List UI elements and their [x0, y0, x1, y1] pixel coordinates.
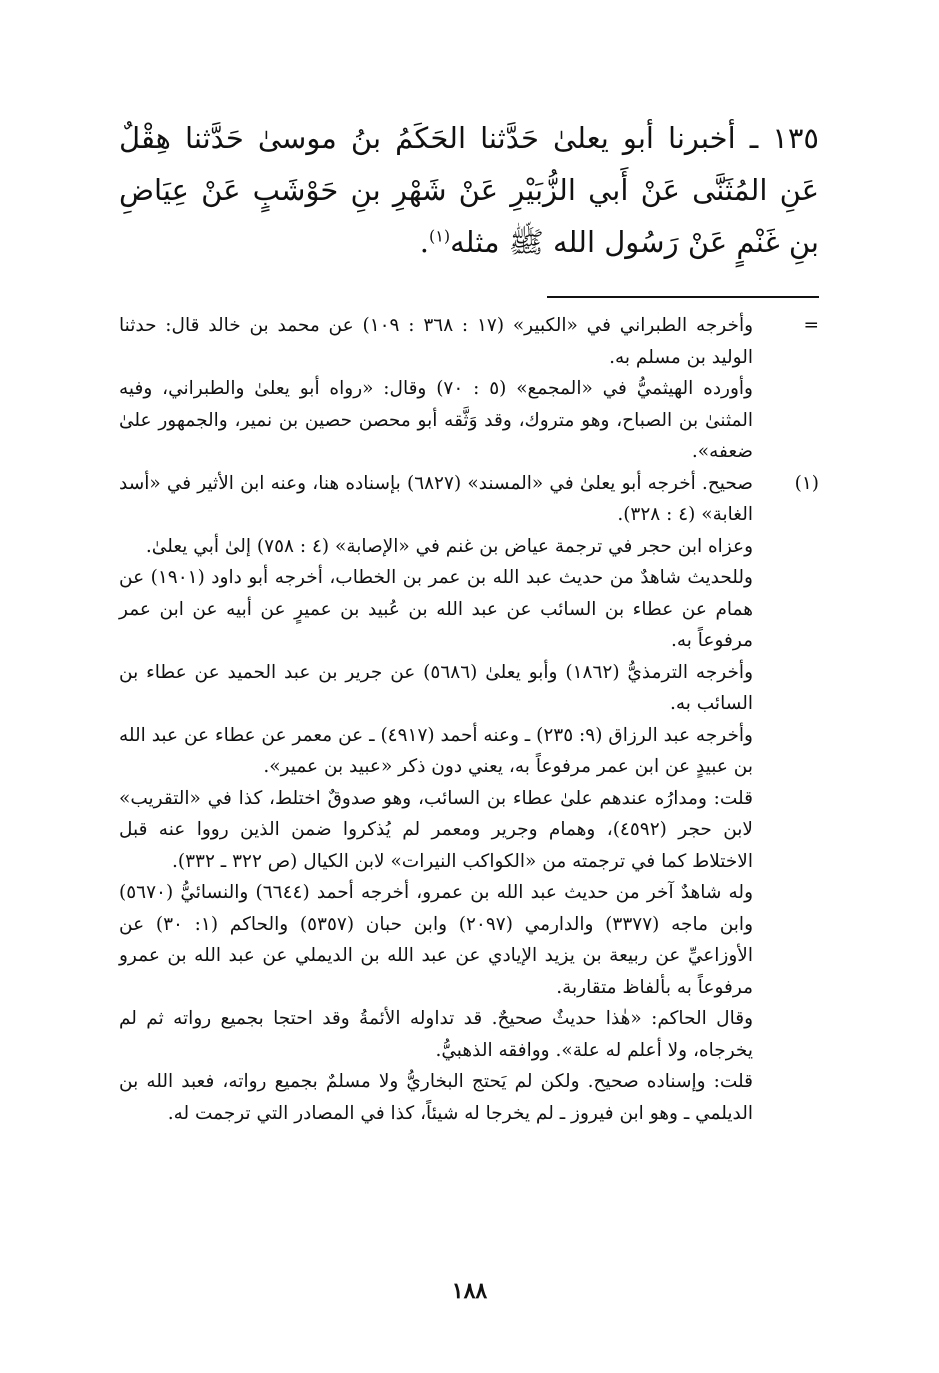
footnote-paragraph: وأخرجه عبد الرزاق (٩: ٢٣٥) ـ وعنه أحمد (٤٩١٧) ـ عن معمر عن عطاء عن عبد الله بن عبيدٍ عن ابن عمر مرفوعاً به، يعني دون ذكر «عبيد بن عمير». — [119, 724, 753, 777]
footnote-marker: = — [803, 315, 819, 336]
footnote-paragraph: قلت: ومدارُه عندهم علىٰ عطاء بن السائب، وهو صدوقٌ اختلط، كذا في «التقريب» لابن حجر (٤٥٩٢)، وهمام وجرير ومعمر لم يُذكروا ضمن الذين رووا عنه قبل الاختلاط كما في ترجمته من «الكواكب النيرات» لابن الكيال (ص ٣٢٢ ـ ٣٣٢). — [119, 787, 753, 872]
hadith-main-text — [119, 112, 819, 268]
footnote-paragraph: وأخرجه الترمذيُّ (١٨٦٢) وأبو يعلىٰ (٥٦٨٦) عن جرير بن عبد الحميد عن عطاء بن السائب به. — [119, 661, 754, 714]
footnote-paragraph: قلت: وإسناده صحيح. ولكن لم يَحتج البخاريُّ ولا مسلمٌ بجميع رواته، فعبد الله بن الديلمي ـ وهو ابن فيروز ـ لم يخرجا له شيئاً، كذا في المصادر التي ترجمت له. — [119, 1071, 753, 1124]
hadith-end-mark: . — [419, 225, 429, 259]
footnote-body — [119, 468, 753, 1130]
footnote-paragraph: وله شاهدٌ آخر من حديث عبد الله بن عمرو، أخرجه أحمد (٦٦٤٤) والنسائيُّ (٥٦٧٠) وابن ماجه (٣٣٧٧) والدارمي (٢٠٩٧) وابن حبان (٥٣٥٧) والحاكم (١: ٣٠) عن الأوزاعيِّ عن ربيعة بن يزيد الإيادي عن عبد الله بن الديملي عن عبد الله بن عمرو مرفوعاً به بألفاظ متقاربة. — [119, 882, 754, 998]
footnote-paragraph: وأورده الهيثميُّ في «المجمع» (٥ : ٧٠) وقال: «رواه أبو يعلىٰ والطبراني، وفيه المثنىٰ بن الصباح، وهو متروك، وقد وَثَّقه أبو محصن حصين بن نمير، والجمهور علىٰ ضعفه». — [119, 378, 753, 462]
page-number: ١٨٨ — [451, 1278, 488, 1304]
footnotes-section — [119, 310, 819, 1129]
footnote-marker: (١) — [794, 472, 819, 494]
footnote-paragraph: وأخرجه الطبراني في «الكبير» (١٧ : ٣٦٨ : ١٠٩) عن محمد بن خالد قال: حدثنا الوليد بن مسلم به. — [119, 315, 754, 368]
hadith-text: ١٣٥ ـ أخبرنا أبو يعلىٰ حَدَّثنا الحَكَمُ بنُ موسىٰ حَدَّثنا هِقْلٌ عَنِ المُثَنَّى عَنْ أَبي الزُّبَيْرِ عَنْ شَهْرِ بنِ حَوْشَبٍ عَنْ عِيَاضِ بنِ غَنْمٍ عَنْ رَسُول الله ﷺ مثله — [119, 121, 819, 259]
footnote-paragraph: وقال الحاكم: «هٰذا حديثٌ صحيحٌ. قد تداوله الأئمةُ وقد احتجا بجميع رواته ثم لم يخرجاه، ولا أعلم له علة». ووافقه الذهبيُّ. — [119, 1008, 753, 1061]
footnote-1 — [119, 468, 819, 1130]
footnote-paragraph: وللحديث شاهدٌ من حديث عبد الله بن عمر بن الخطاب، أخرجه أبو داود (١٩٠١) عن همام عن عطاء بن السائب عن عبد الله بن عُبيد بن عميرٍ عن أبيه عن ابن عمر مرفوعاً به. — [119, 567, 753, 651]
footnote-paragraph: صحيح. أخرجه أبو يعلىٰ في «المسند» (٦٨٢٧) بإسناده هنا، وعنه ابن الأثير في «أسد الغابة» (٤ : ٣٢٨). — [119, 472, 753, 525]
footnote-separator — [547, 296, 819, 298]
footnote-paragraph: وعزاه ابن حجر في ترجمة عياض بن غنم في «الإصابة» (٤ : ٧٥٨) إلىٰ أبي يعلىٰ. — [145, 535, 753, 557]
footnote-body — [119, 310, 753, 468]
footnote-reference: (١) — [428, 226, 451, 246]
footnote-continuation — [119, 310, 819, 468]
